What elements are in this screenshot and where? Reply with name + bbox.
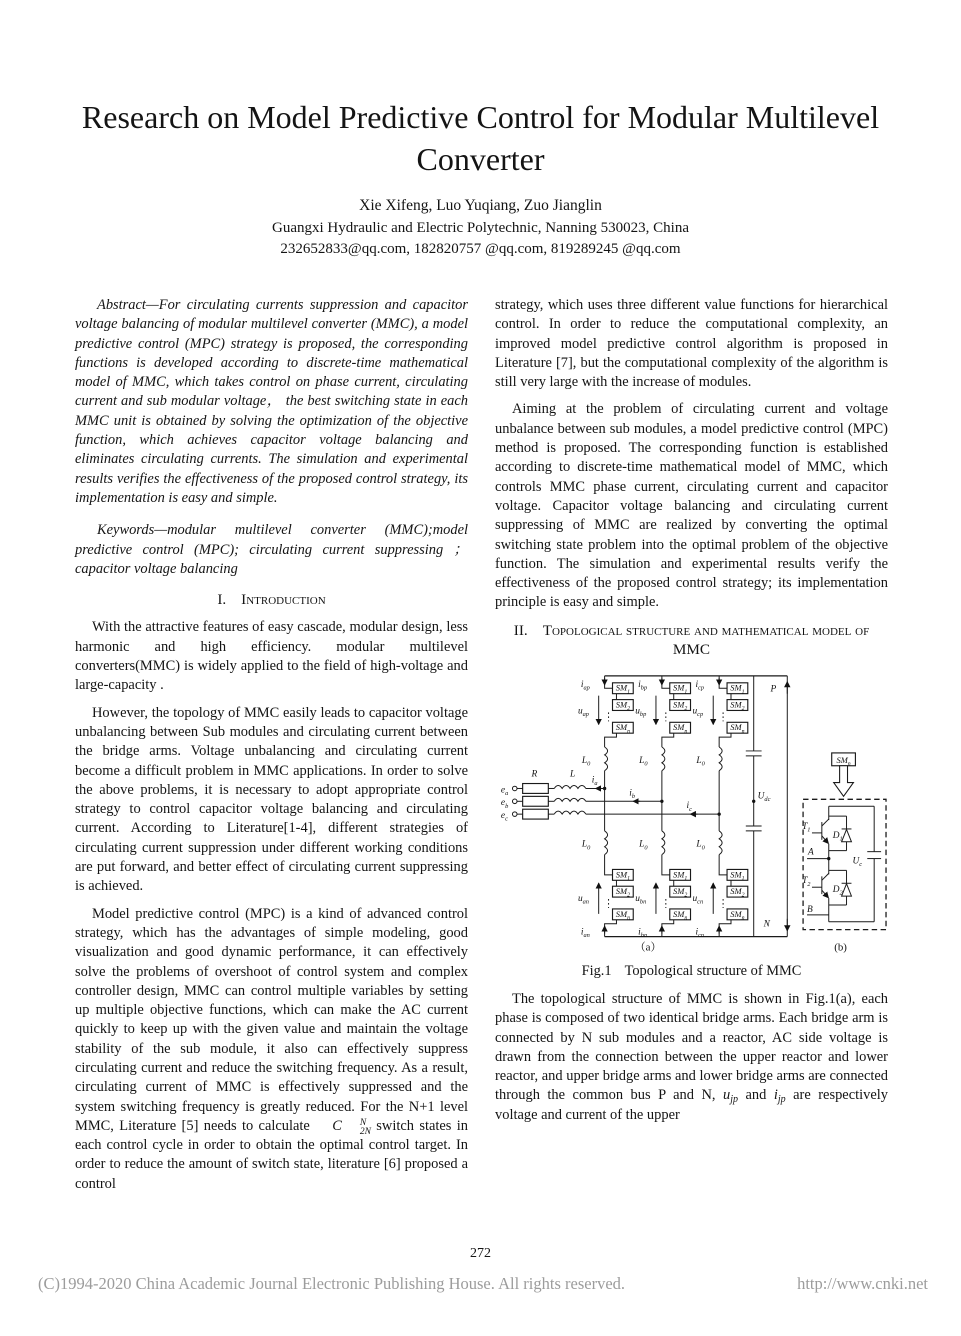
- label-i-bp: $i_{bp}$: [638, 680, 648, 692]
- keywords-text: modular multilevel converter (MMC);model predictive control (MPC); circulating current suppressing ；capacitor voltage balancing: [75, 522, 468, 577]
- figure-1: [495, 668, 888, 981]
- label-i-b: $i_b$: [629, 788, 636, 801]
- figure-caption: [495, 962, 888, 981]
- continued-paragraph: strategy, which uses three different value functions for hierarchical control. In order to reduce the computational complexity, an improved model predictive control algorithm is proposed in Literature [7], but the computational complexity of the algorithm is still very large with the increase of modules.: [495, 297, 888, 391]
- var-i-jp: $i_{jp}$: [773, 1087, 786, 1106]
- label-L0: $L_0$: [639, 840, 648, 852]
- label-sm2: $SM_2$: [673, 886, 688, 900]
- source-inductor-coil: [554, 799, 586, 802]
- label-A: A: [808, 847, 814, 858]
- copyright-text: (C)1994-2020 China Academic Journal Electronic Publishing House. All rights reserved.: [38, 1274, 626, 1293]
- two-column-body: [0, 296, 961, 1202]
- label-P: P: [770, 685, 777, 696]
- section-number: II.: [513, 621, 528, 639]
- label-L0: $L_0$: [581, 756, 591, 768]
- paper-header: [0, 0, 961, 258]
- topology-paragraph: [495, 990, 888, 1125]
- label-sm2: $SM_2$: [615, 886, 630, 900]
- label-sm1: $SM_1$: [673, 683, 688, 696]
- abstract-paragraph: [75, 296, 468, 508]
- dc-link: [746, 676, 787, 937]
- junction-dot: [827, 857, 830, 860]
- label-i-cn: $i_{cn}$: [695, 927, 705, 940]
- label-u-cn: $u_{cn}$: [692, 894, 704, 906]
- label-sm1: $SM_1$: [730, 869, 745, 883]
- label-D1: $D_1$: [832, 831, 843, 843]
- label-L: L: [570, 769, 576, 780]
- paper-title: Research on Model Predictive Control for Modular Multilevel Converter: [81, 99, 880, 177]
- label-sm2: $SM_2$: [730, 699, 745, 713]
- section-title: Topological structure and mathematical model of MMC: [542, 621, 870, 659]
- label-T2: $T_2$: [802, 876, 811, 889]
- label-sm1: $SM_1$: [615, 683, 630, 696]
- label-U-c: $U_c$: [852, 856, 863, 869]
- label-L0: $L_0$: [696, 840, 705, 852]
- junction-dot: [752, 800, 755, 803]
- label-smn: $SM_n$: [730, 909, 745, 922]
- section-number: I.: [217, 591, 227, 609]
- label-u-bp: $u_{bp}$: [635, 706, 647, 719]
- label-i-cp: $i_{cp}$: [695, 680, 705, 692]
- label-sm1: $SM_1$: [673, 869, 688, 883]
- intro-paragraph-3: [75, 905, 468, 1194]
- subfigure-b-label: (b): [834, 941, 847, 954]
- label-e-a: $e_a$: [500, 785, 509, 798]
- cnki-url: http://www.cnki.net: [797, 1274, 928, 1293]
- abstract-text: For circulating currents suppression and capacitor voltage balancing of modular multilevel converter (MMC), a model predictive control (MPC) strategy is proposed, the corresponding functions is developed according to discrete-time mathematical model of MMC, which takes control on phase current, circulating current and sub modular voltage， the best switching state in each MMC unit is obtained by solving the optimization of the objective function, which achieves capacitor voltage balancing and eliminates circulating currents. The simulation and experimental results verifies the effectiveness of the proposed control strategy, its implementation is easy and simple.: [75, 297, 468, 506]
- aiming-paragraph: Aiming at the problem of circulating current and voltage unbalance between sub modules, a model predictive control (MPC) method is proposed. The corresponding function is established according to discrete-time mathematical model of MMC, which controls MMC phase current, circulating current and capacitor voltage. Capacitor voltage balancing and circulating current suppressing of MMC are realized by converting the optimal switching state problem into the optimal problem of the objective function. The simulation and experimental results verify the effectiveness of the proposed control strategy; its implementation principle is easy and simple.: [495, 401, 888, 611]
- mmc-topology-diagram: [495, 668, 888, 956]
- arm-reactor-coil: [719, 747, 722, 771]
- subfigure-a-label: （a）: [634, 941, 662, 954]
- label-u-ap: $u_{ap}$: [577, 706, 589, 719]
- keywords-lead: Keywords—: [97, 522, 168, 539]
- abstract-lead: Abstract—: [97, 297, 159, 313]
- resistor-box: [523, 797, 549, 807]
- figure-caption-text: Topological structure of MMC: [624, 962, 802, 979]
- math-subscript: 2N: [359, 1126, 371, 1137]
- label-U-dc: $U_{dc}$: [757, 791, 771, 804]
- label-sm1: $SM_1$: [730, 683, 745, 696]
- label-D2: $D_2$: [832, 885, 843, 898]
- topology-text-after: are respectively voltage and current of the upper: [495, 1087, 888, 1123]
- section-heading-introduction: [75, 590, 468, 609]
- label-sm2: $SM_2$: [730, 886, 745, 900]
- page-number: 272: [470, 1246, 491, 1261]
- zoom-block-arrow: [834, 766, 854, 797]
- copyright-footer: [38, 1274, 928, 1294]
- submodule-detail: [802, 753, 886, 930]
- label-L0: $L_0$: [696, 756, 705, 768]
- label-e-c: $e_c$: [500, 811, 508, 823]
- label-smn: $SM_n$: [673, 909, 688, 922]
- figure-caption-label: Fig.1: [581, 962, 612, 979]
- label-i-c: $i_c$: [686, 801, 693, 814]
- phase-a-leg: [577, 676, 636, 940]
- resistor-box: [523, 784, 549, 794]
- label-i-bn: $i_{bn}$: [638, 927, 648, 940]
- var-u-jp: $u_{jp}$: [722, 1087, 738, 1106]
- resistor-box: [523, 810, 549, 820]
- intro-paragraph-1: With the attractive features of easy cascade, modular design, less harmonic and high efficiency. modular multilevel converters(MMC) is widely applied to the field of high-voltage and large-capacity .: [75, 619, 468, 694]
- label-u-cp: $u_{cp}$: [692, 706, 704, 719]
- label-B: B: [807, 905, 813, 916]
- math-superscript: N: [359, 1118, 367, 1129]
- terminal: [512, 787, 517, 792]
- source-inductor-coil: [554, 812, 586, 815]
- affiliation: Guangxi Hydraulic and Electric Polytechnic, Nanning 530023, China: [272, 220, 689, 236]
- arm-reactor-coil: [605, 831, 608, 855]
- right-column: [495, 296, 888, 1202]
- label-sm2: $SM_2$: [673, 699, 688, 713]
- arm-reactor-coil: [719, 831, 722, 855]
- label-R: R: [531, 769, 538, 780]
- submodule-dashed-box: [803, 800, 886, 930]
- combination-formula: [315, 1117, 371, 1136]
- label-smn: $SM_n$: [615, 909, 630, 922]
- label-i-a: $i_a$: [591, 775, 598, 788]
- topology-text-mid: and: [737, 1087, 774, 1104]
- terminal: [512, 799, 517, 804]
- ac-source-a: [501, 770, 605, 797]
- author-emails: 232652833@qq.com, 182820757 @qq.com, 819289245 @qq.com: [280, 241, 681, 257]
- label-sm1: $SM_1$: [615, 869, 630, 883]
- intro-p3-text-after: switch states in each control cycle in order to obtain the optimal control target. In order to reduce the amount of switch state, literature [6] proposed a control: [75, 1117, 469, 1192]
- label-u-bn: $u_{bn}$: [635, 894, 647, 906]
- keywords-paragraph: [75, 521, 468, 579]
- topology-text: The topological structure of MMC is shown in Fig.1(a), each phase is composed of two identical bridge arms. Each bridge arm is connected by N sub modules and a reactor, AC side voltage is drawn from the connection between the upper reactor and lower reactor, and upper bridge arms and lower bridge arms are connected through the common bus P and N,: [495, 990, 888, 1104]
- left-column: [75, 296, 468, 1202]
- section-heading-topology: [495, 621, 888, 660]
- label-smn: $SM_n$: [836, 755, 851, 768]
- diode-triangle: [842, 884, 852, 896]
- label-i-ap: $i_{ap}$: [580, 680, 590, 692]
- label-smn: $SM_n$: [673, 722, 688, 736]
- math-base: C: [332, 1117, 342, 1134]
- label-i-an: $i_{an}$: [580, 927, 590, 940]
- phase-b-leg: [635, 676, 690, 939]
- label-T1: $T_1$: [802, 822, 811, 834]
- terminal: [512, 812, 517, 817]
- label-sm2: $SM_2$: [615, 699, 630, 713]
- authors: Xie Xifeng, Luo Yuqiang, Zuo Jianglin: [359, 197, 602, 214]
- section-title: Introduction: [241, 591, 326, 609]
- source-inductor-coil: [554, 786, 586, 789]
- intro-p3-text: Model predictive control (MPC) is a kind of advanced control strategy, which has the advantages of simple modeling, good visualization and good dynamic performance, it can effectively solve the problems of overshoot of control system and complex controller design, MMC can control multiple variables by setting up multiple objective functions, which can make the AC current quickly to keep up with the given value and maintain the voltage stability of the sub module, it also can effectively suppress circulating current and reduce the switching frequency. As a result, circulating current of MMC is effectively suppressed and the system switching frequency is greatly reduced. For the N+1 level MMC, Literature [5] needs to calculate: [75, 905, 468, 1134]
- phase-c-leg: [692, 676, 747, 939]
- label-e-b: $e_b$: [500, 798, 509, 811]
- label-N: N: [763, 920, 770, 931]
- intro-paragraph-2: However, the topology of MMC easily leads to capacitor voltage unbalancing between Sub modules and circulating current between the bridge arms. Voltage unbalancing and circulating current become a difficult problem in MMC applications. In order to solve the above problems, it is necessary to adopt appropriate control strategy to control capacitor voltage balancing and circulating current. According to Literature[1-4], different strategies of circulating current suppression under different working conditions are put forward, and better effect of circulating current suppressing is achieved.: [75, 704, 468, 895]
- label-smn: $SM_n$: [730, 722, 745, 736]
- diode-triangle: [842, 830, 852, 842]
- label-smn: $SM_n$: [615, 722, 630, 736]
- label-L0: $L_0$: [581, 840, 591, 852]
- label-L0: $L_0$: [639, 756, 648, 768]
- arm-reactor-coil: [662, 831, 665, 855]
- arm-reactor-coil: [662, 747, 665, 771]
- arm-reactor-coil: [605, 747, 608, 771]
- label-u-an: $u_{an}$: [577, 894, 589, 906]
